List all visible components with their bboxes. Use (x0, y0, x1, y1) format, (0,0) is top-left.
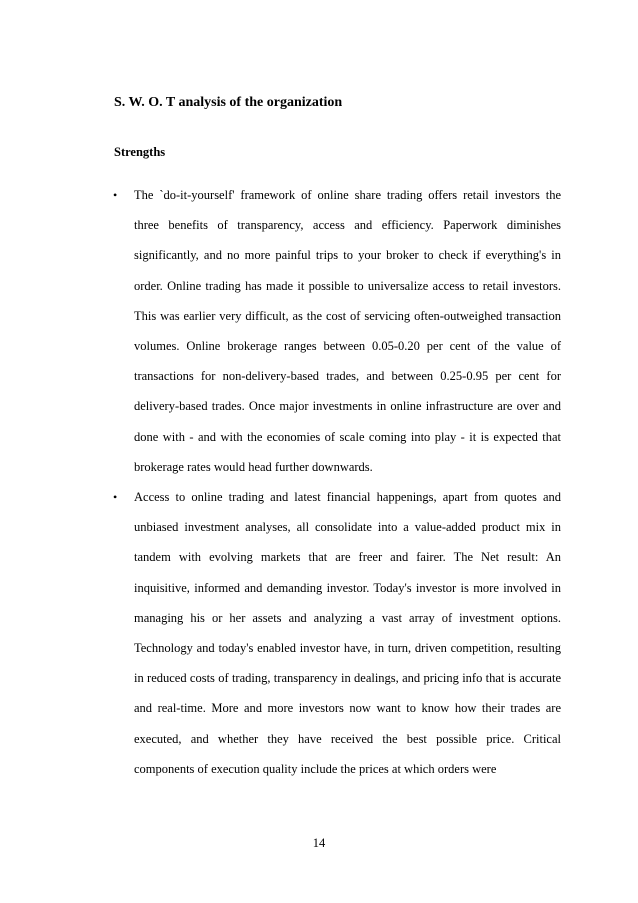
bullet-item (0, 482, 638, 784)
bullet-paragraph: Access to online trading and latest financial happenings, apart from quotes and unbiased investment analyses, all consolidate into a value-added product mix in tandem with evolving markets that are freer and fairer. The Net result: An inquisitive, informed and demanding investor. Today's investor is more involved in managing his or her assets and analyzing a vast array of investment options. Technology and today's enabled investor have, in turn, driven competition, resulting in reduced costs of trading, transparency in dealings, and pricing info that is accurate and real-time. More and more investors now want to know how their trades are executed, and whether they have received the best possible price. Critical components of execution quality include the prices at which orders were (134, 490, 561, 776)
bullet-paragraph: The `do-it-yourself' framework of online share trading offers retail investors the three benefits of transparency, access and efficiency. Paperwork diminishes significantly, and no more painful trips to your broker to check if everything's in order. Online trading has made it possible to universalize access to retail investors. This was earlier very difficult, as the cost of servicing often-outweighed transaction volumes. Online brokerage ranges between 0.05-0.20 per cent of the value of transactions for non-delivery-based trades, and between 0.25-0.95 per cent for delivery-based trades. Once major investments in online infrastructure are over and done with - and with the economies of scale coming into play - it is expected that brokerage rates would head further downwards. (134, 188, 561, 474)
subheading-strengths: Strengths (114, 145, 166, 159)
bullet-marker: • (113, 188, 118, 202)
strengths-bullet-list (0, 180, 638, 784)
bullet-marker: • (113, 490, 118, 505)
page-number: 14 (312, 836, 326, 850)
section-title: S. W. O. T analysis of the organization (114, 95, 343, 110)
bullet-item (0, 180, 638, 482)
